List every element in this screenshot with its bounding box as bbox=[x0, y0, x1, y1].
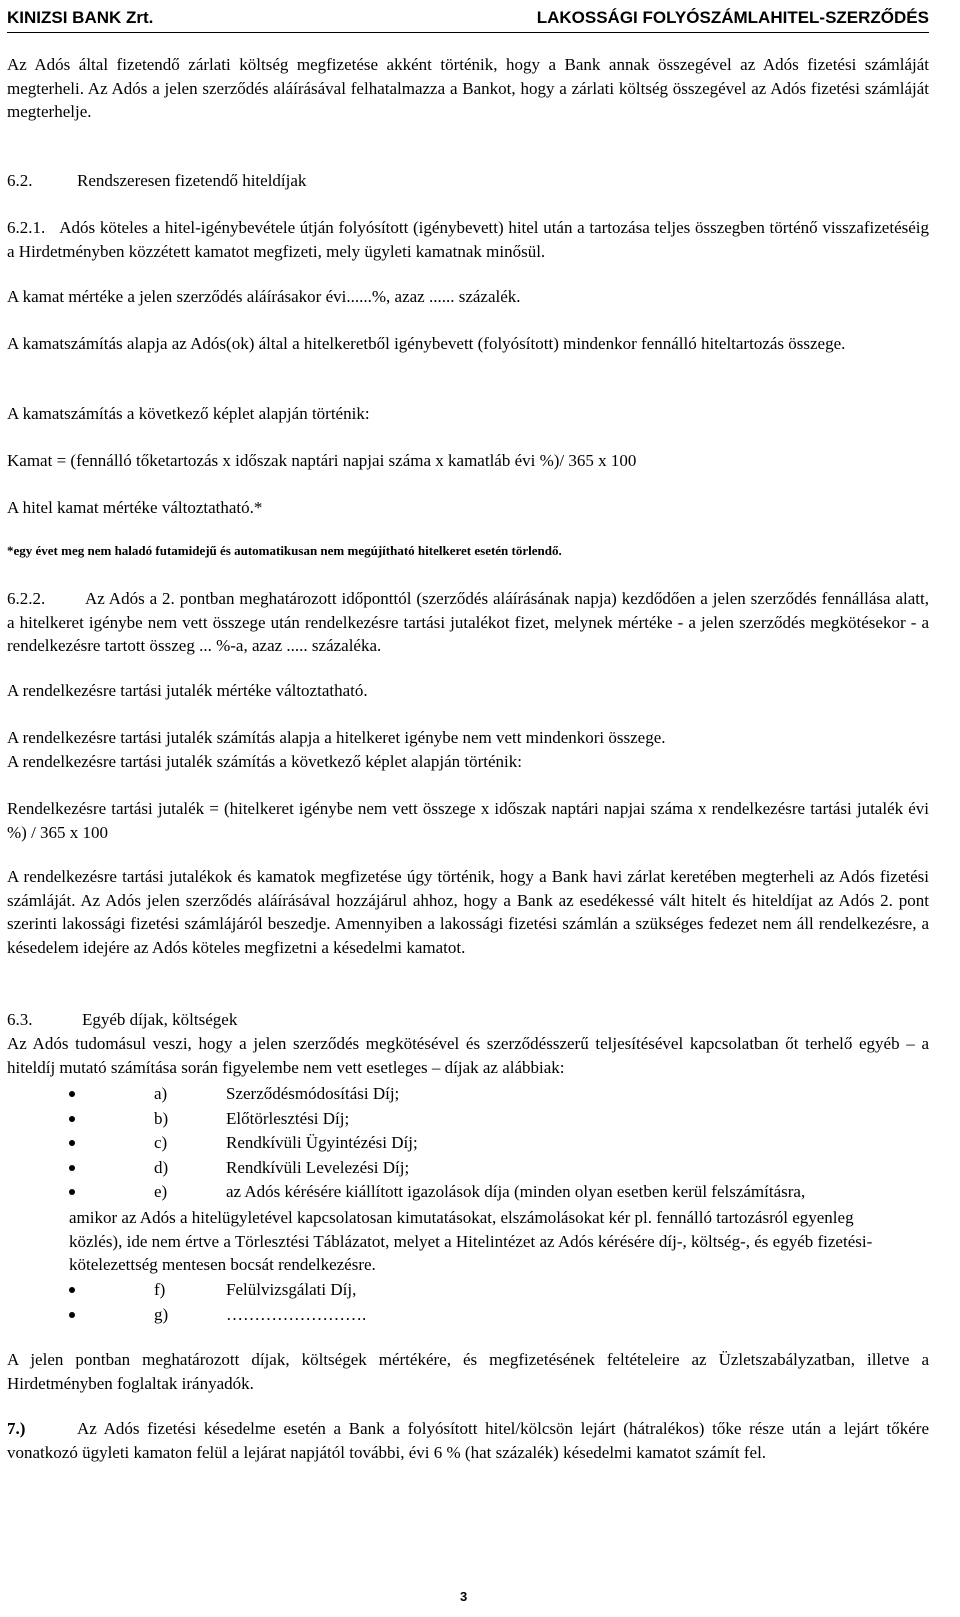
footnote: *egy évet meg nem haladó futamidejű és automatikusan nem megújítható hitelkeret esetén törlendő. bbox=[7, 543, 562, 558]
section-number: 6.2.1. bbox=[7, 218, 46, 237]
document-title: LAKOSSÁGI FOLYÓSZÁMLAHITEL-SZERZŐDÉS bbox=[536, 8, 929, 27]
bank-name: KINIZSI BANK Zrt. bbox=[7, 8, 154, 27]
section-title: Egyéb díjak, költségek bbox=[82, 1010, 238, 1029]
fee-e-continuation: amikor az Adós a hitelügyletével kapcsolatosan kimutatásokat, elszámolásokat kér pl. fennálló tartozásról egyenleg közlés), ide nem értve a Törlesztési Táblázatot, melyet a Hitelintézet az Adós kérésére díj-, költség-, és egyéb fizetési-kötelezettség mentesen bocsát rendelkezésre. bbox=[69, 1208, 873, 1274]
commission-formula: Rendelkezésre tartási jutalék = (hitelkeret igénybe nem vett összege x időszak naptári napjai száma x rendelkezésre tartási jutalék évi %) / 365 x 100 bbox=[7, 799, 929, 842]
list-item: a) Szerződésmódosítási Díj; bbox=[69, 1082, 929, 1107]
page-number: 3 bbox=[460, 1589, 468, 1604]
bullet-icon bbox=[69, 1140, 75, 1146]
fees-rules-paragraph: A jelen pontban meghatározott díjak, költségek mértékére, és megfizetésének feltételeire az Üzletszabályzatban, illetve a Hirdetményben foglaltak irányadók. bbox=[7, 1350, 929, 1393]
bullet-icon bbox=[69, 1165, 75, 1171]
rate-variable-note: A hitel kamat mértéke változtatható.* bbox=[7, 498, 263, 517]
section-6-3-text: Az Adós tudomásul veszi, hogy a jelen szerződés megkötésével és szerződésszerű teljesítésével kapcsolatban őt terhelő egyéb – a hiteldíj mutató számítása során figyelembe nem vett esetleges – díjak az alábbiak: bbox=[7, 1034, 929, 1077]
section-number: 7.) bbox=[7, 1419, 26, 1438]
commission-formula-intro: A rendelkezésre tartási jutalék számítás a következő képlet alapján történik: bbox=[7, 752, 522, 771]
bullet-icon bbox=[69, 1116, 75, 1122]
interest-rate-line: A kamat mértéke a jelen szerződés aláírásakor évi......%, azaz ...... százalék. bbox=[7, 287, 521, 306]
bullet-icon bbox=[69, 1091, 75, 1097]
list-item: d) Rendkívüli Levelezési Díj; bbox=[69, 1156, 929, 1181]
list-item: e) az Adós kérésére kiállított igazolások díja (minden olyan esetben kerül felszámításra, bbox=[69, 1180, 929, 1205]
closing-cost-paragraph: Az Adós által fizetendő zárlati költség megfizetése akként történik, hogy a Bank annak összegével az Adós fizetési számláját megterheli. Az Adós a jelen szerződés aláírásával felhatalmazza a Bankot, hogy a zárlati költség összegével az Adós fizetési számláját megterhelje. bbox=[7, 55, 929, 121]
section-6-2-2 bbox=[7, 587, 929, 658]
list-item: c) Rendkívüli Ügyintézési Díj; bbox=[69, 1131, 929, 1156]
interest-formula: Kamat = (fennálló tőketartozás x időszak naptári napjai száma x kamatláb évi %)/ 365 x 100 bbox=[7, 451, 637, 470]
section-number: 6.3. bbox=[7, 1010, 33, 1029]
interest-basis-paragraph: A kamatszámítás alapja az Adós(ok) által a hitelkeretből igénybevett (folyósított) mindenkor fennálló hiteltartozás összege. bbox=[7, 334, 846, 353]
section-6-3-heading bbox=[7, 1008, 929, 1032]
commission-basis: A rendelkezésre tartási jutalék számítás alapja a hitelkeret igénybe nem vett mindenkori összege. bbox=[7, 728, 666, 747]
section-7 bbox=[7, 1417, 929, 1464]
commission-variable-note: A rendelkezésre tartási jutalék mértéke változtatható. bbox=[7, 681, 368, 700]
section-number: 6.2. bbox=[7, 171, 33, 190]
section-text: Adós köteles a hitel-igénybevétele útján folyósított (igénybevett) hitel után a tartozása teljes összegben történő visszafizetéséig a Hirdetményben közzétett kamatot megfizeti, mely ügyleti kamatnak minősül. bbox=[7, 218, 929, 261]
section-6-2-heading bbox=[7, 169, 929, 193]
payment-paragraph: A rendelkezésre tartási jutalékok és kamatok megfizetése úgy történik, hogy a Bank havi zárlat keretében megterheli az Adós fizetési számláját. Az Adós jelen szerződés aláírásával hozzájárul ahhoz, hogy a Bank az esedékessé vált hitelt és hiteldíjat az Adós 2. pont szerinti lakossági fizetési számlájáról beszedje. Amennyiben a lakossági fizetési számlán a szükséges fedezet nem áll rendelkezésre, a késedelem idejére az Adós köteles megfizetni a késedelmi kamatot. bbox=[7, 867, 929, 957]
formula-intro: A kamatszámítás a következő képlet alapján történik: bbox=[7, 404, 370, 423]
section-title: Rendszeresen fizetendő hiteldíjak bbox=[77, 171, 307, 190]
list-item: g) ……………………. bbox=[69, 1303, 929, 1328]
section-text: Az Adós fizetési késedelme esetén a Bank a folyósított hitel/kölcsön lejárt (hátralékos) tőke része után a lejárt tőkére vonatkozó ügyleti kamaton felül a lejárat napjától további, évi 6 % (hat százalék) késedelmi kamatot számít fel. bbox=[7, 1419, 929, 1462]
bullet-icon bbox=[69, 1189, 75, 1195]
bullet-icon bbox=[69, 1312, 75, 1318]
fee-list-tail bbox=[69, 1278, 929, 1327]
fee-list bbox=[69, 1082, 929, 1205]
list-item: f) Felülvizsgálati Díj, bbox=[69, 1278, 929, 1303]
section-number: 6.2.2. bbox=[7, 589, 46, 608]
page-header bbox=[7, 2, 929, 33]
section-6-2-1 bbox=[7, 216, 929, 263]
section-text: Az Adós a 2. pontban meghatározott időponttól (szerződés aláírásának napja) kezdődően a jelen szerződés fennállása alatt, a hitelkeret igénybe nem vett összege után rendelkezésre tartási jutalékot fizet, melynek mértéke - a jelen szerződés megkötésekor - a rendelkezésre tartott összeg ... %-a, azaz ..... százaléka. bbox=[7, 589, 929, 655]
bullet-icon bbox=[69, 1287, 75, 1293]
list-item: b) Előtörlesztési Díj; bbox=[69, 1107, 929, 1132]
